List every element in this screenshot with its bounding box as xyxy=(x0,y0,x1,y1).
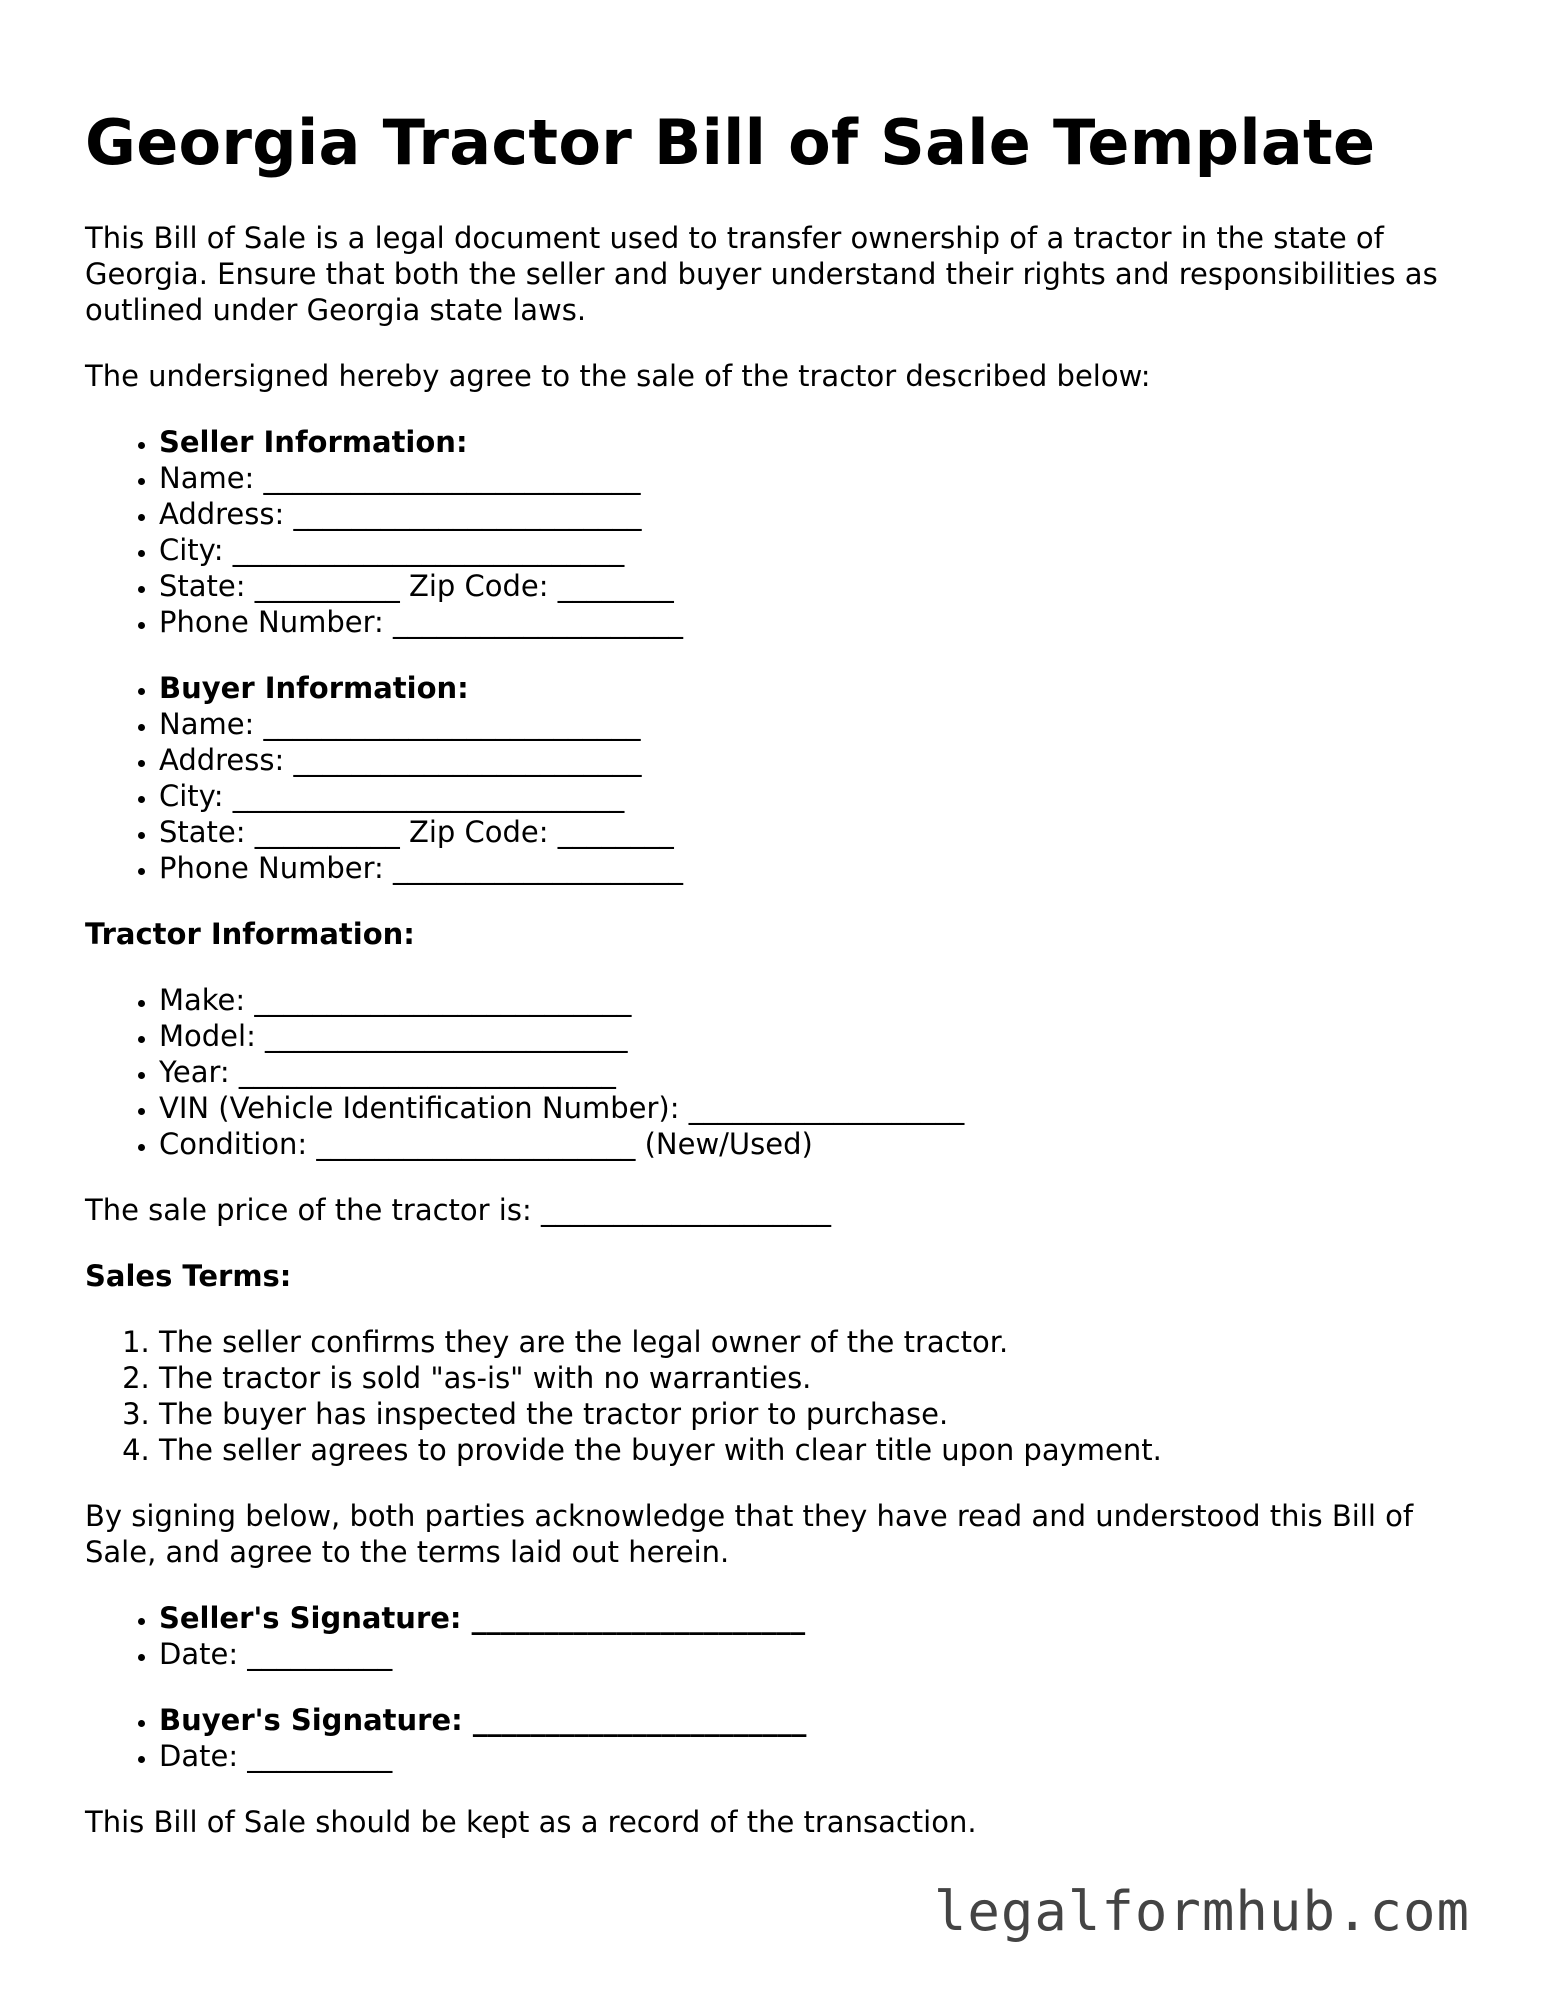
sales-terms-list xyxy=(85,1324,1485,1468)
sales-term-item: 3. The buyer has inspected the tractor prior to purchase. xyxy=(159,1396,1485,1432)
sales-term-item: 2. The tractor is sold "as-is" with no warranties. xyxy=(159,1360,1485,1396)
seller-signature-list xyxy=(85,1600,1485,1672)
seller-phone-field: • Phone Number: ____________________ xyxy=(159,604,1485,640)
tractor-year-field: • Year: __________________________ xyxy=(159,1054,1485,1090)
seller-date-field: • Date: __________ xyxy=(159,1636,1485,1672)
intro-paragraph: This Bill of Sale is a legal document used to transfer ownership of a tractor in the state of Georgia. Ensure that both the seller and buyer understand their rights and responsibilities as outlined under Georgia state laws. xyxy=(85,221,1438,327)
seller-city-field: • City: ___________________________ xyxy=(159,532,1485,568)
buyer-name-field: • Name: __________________________ xyxy=(159,706,1485,742)
tractor-info-list xyxy=(85,982,1485,1162)
buyer-info-heading: • Buyer Information: xyxy=(159,670,1485,706)
buyer-city-field: • City: ___________________________ xyxy=(159,778,1485,814)
buyer-address-field: • Address: ________________________ xyxy=(159,742,1485,778)
agreement-paragraph: The undersigned hereby agree to the sale of the tractor described below: xyxy=(85,359,1151,393)
seller-name-field: • Name: __________________________ xyxy=(159,460,1485,496)
sales-term-item: 1. The seller confirms they are the legal owner of the tractor. xyxy=(159,1324,1485,1360)
acknowledgement-paragraph: By signing below, both parties acknowledge that they have read and understood this Bill of Sale, and agree to the terms laid out herein. xyxy=(85,1499,1414,1569)
closing-paragraph: This Bill of Sale should be kept as a record of the transaction. xyxy=(85,1805,977,1839)
seller-signature-field: • Seller's Signature: _______________________ xyxy=(159,1600,1485,1636)
buyer-state-zip-field: • State: __________ Zip Code: ________ xyxy=(159,814,1485,850)
watermark-text: legalformhub.com xyxy=(933,1880,1470,1943)
tractor-info-heading: Tractor Information: xyxy=(85,917,415,951)
buyer-date-field: • Date: __________ xyxy=(159,1738,1485,1774)
seller-address-field: • Address: ________________________ xyxy=(159,496,1485,532)
document-page xyxy=(85,100,1485,1840)
buyer-phone-field: • Phone Number: ____________________ xyxy=(159,850,1485,886)
sales-term-item: 4. The seller agrees to provide the buyer with clear title upon payment. xyxy=(159,1432,1485,1468)
tractor-vin-field: • VIN (Vehicle Identification Number): ___________________ xyxy=(159,1090,1485,1126)
sales-terms-heading: Sales Terms: xyxy=(85,1259,292,1293)
seller-state-zip-field: • State: __________ Zip Code: ________ xyxy=(159,568,1485,604)
tractor-condition-field: • Condition: ______________________ (New/Used) xyxy=(159,1126,1485,1162)
page-title: Georgia Tractor Bill of Sale Template xyxy=(85,106,1376,179)
seller-info-heading: • Seller Information: xyxy=(159,424,1485,460)
buyer-info-list xyxy=(85,670,1485,886)
tractor-make-field: • Make: __________________________ xyxy=(159,982,1485,1018)
sale-price-line: The sale price of the tractor is: ____________________ xyxy=(85,1193,831,1227)
buyer-signature-field: • Buyer's Signature: _______________________ xyxy=(159,1702,1485,1738)
buyer-signature-list xyxy=(85,1702,1485,1774)
seller-info-list xyxy=(85,424,1485,640)
tractor-model-field: • Model: _________________________ xyxy=(159,1018,1485,1054)
